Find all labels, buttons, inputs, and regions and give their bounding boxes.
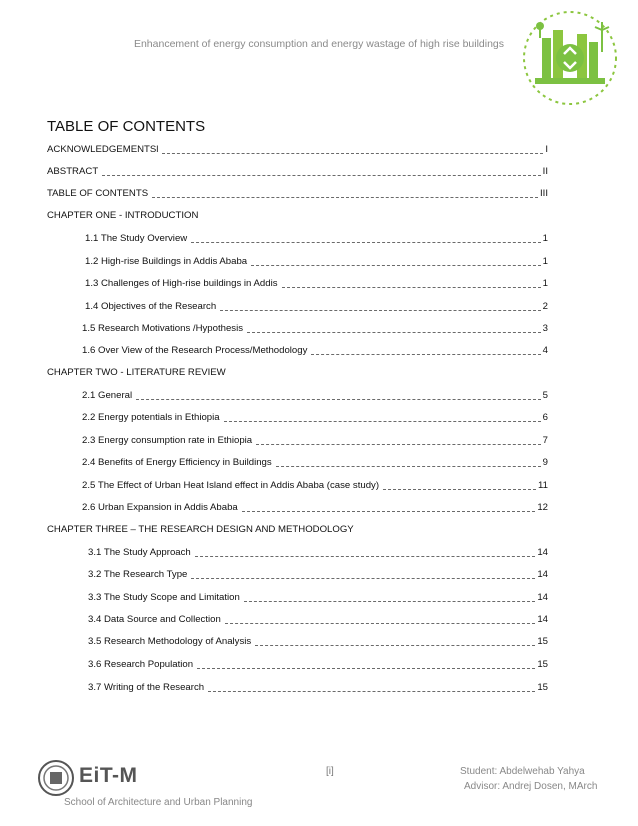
leader-dots bbox=[191, 577, 535, 579]
toc-entry[interactable] bbox=[88, 682, 548, 694]
leader-dots bbox=[197, 667, 535, 669]
toc-entry[interactable] bbox=[85, 278, 548, 290]
toc-entry-page: I bbox=[545, 144, 548, 155]
toc-entry-label: 3.6 Research Population bbox=[88, 659, 194, 670]
toc-entry-label: 1.6 Over View of the Research Process/Methodology bbox=[82, 345, 308, 356]
toc-entry-page: 14 bbox=[537, 547, 548, 558]
toc-entry-label: 3.3 The Study Scope and Limitation bbox=[88, 592, 240, 603]
leader-dots bbox=[383, 488, 536, 490]
toc-entry-page: 7 bbox=[542, 435, 548, 446]
toc-entry-page: 1 bbox=[542, 233, 548, 244]
chapter-heading[interactable]: CHAPTER ONE - INTRODUCTION bbox=[47, 210, 199, 221]
toc-entry-label: 2.5 The Effect of Urban Heat Island effect in Addis Ababa (case study) bbox=[82, 480, 380, 491]
leader-dots bbox=[311, 353, 540, 355]
leader-dots bbox=[152, 196, 538, 198]
school-name: School of Architecture and Urban Planning bbox=[64, 797, 253, 808]
toc-entry[interactable] bbox=[47, 188, 548, 200]
toc-entry-page: 12 bbox=[537, 502, 548, 513]
toc-entry[interactable] bbox=[82, 480, 548, 492]
toc-entry-page: 1 bbox=[542, 256, 548, 267]
toc-entry-page: 14 bbox=[537, 592, 548, 603]
toc-entry-page: 15 bbox=[537, 659, 548, 670]
toc-title: TABLE OF CONTENTS bbox=[47, 118, 206, 135]
toc-entry-label: 3.1 The Study Approach bbox=[88, 547, 191, 558]
toc-entry-page: 11 bbox=[538, 480, 548, 491]
toc-entry[interactable] bbox=[47, 166, 548, 178]
leader-dots bbox=[220, 309, 540, 311]
toc-entry-label: 1.1 The Study Overview bbox=[85, 233, 188, 244]
toc-entry-label: 1.5 Research Motivations /Hypothesis bbox=[82, 323, 244, 334]
leader-dots bbox=[244, 600, 536, 602]
toc-entry-label: ACKNOWLEDGEMENTSl bbox=[47, 144, 159, 155]
leader-dots bbox=[247, 331, 541, 333]
leader-dots bbox=[242, 510, 536, 512]
leader-dots bbox=[251, 264, 541, 266]
toc-entry[interactable] bbox=[88, 659, 548, 671]
toc-entry[interactable] bbox=[82, 457, 548, 469]
toc-entry-page: 15 bbox=[537, 636, 548, 647]
toc-entry[interactable] bbox=[88, 569, 548, 581]
toc-entry-page: 4 bbox=[542, 345, 548, 356]
toc-entry[interactable] bbox=[82, 390, 548, 402]
toc-entry-label: 1.3 Challenges of High-rise buildings in Addis bbox=[85, 278, 278, 289]
toc-entry[interactable] bbox=[85, 233, 548, 245]
toc-entry-page: 5 bbox=[542, 390, 548, 401]
toc-entry-page: 3 bbox=[542, 323, 548, 334]
toc-entry[interactable] bbox=[88, 614, 548, 626]
toc-entry[interactable] bbox=[47, 144, 548, 156]
toc-entry[interactable] bbox=[82, 435, 548, 447]
toc-entry-page: 9 bbox=[542, 457, 548, 468]
toc-entry[interactable] bbox=[85, 301, 548, 313]
chapter-heading[interactable]: CHAPTER THREE – THE RESEARCH DESIGN AND METHODOLOGY bbox=[47, 524, 354, 535]
leader-dots bbox=[102, 174, 540, 176]
leader-dots bbox=[276, 465, 541, 467]
leader-dots bbox=[282, 286, 541, 288]
toc-entry-page: 6 bbox=[542, 412, 548, 423]
toc-entry-label: 2.6 Urban Expansion in Addis Ababa bbox=[82, 502, 238, 513]
toc-entry-label: 2.2 Energy potentials in Ethiopia bbox=[82, 412, 220, 423]
toc-entry-label: ABSTRACT bbox=[47, 166, 99, 177]
page-number: [i] bbox=[326, 766, 334, 777]
toc-entry-page: 2 bbox=[542, 301, 548, 312]
toc-entry-page: 15 bbox=[537, 682, 548, 693]
toc-entry-page: III bbox=[540, 188, 548, 199]
running-header: Enhancement of energy consumption and energy wastage of high rise buildings bbox=[133, 38, 505, 50]
toc-entry[interactable] bbox=[85, 256, 548, 268]
recycle-city-icon bbox=[520, 8, 620, 108]
leader-dots bbox=[256, 443, 541, 445]
eit-m-logo-text: EiT-M bbox=[79, 764, 138, 787]
toc-entry[interactable] bbox=[88, 547, 548, 559]
leader-dots bbox=[225, 622, 536, 624]
student-name: Student: Abdelwehab Yahya bbox=[460, 766, 585, 777]
toc-entry-page: 1 bbox=[542, 278, 548, 289]
toc-entry-page: 14 bbox=[537, 569, 548, 580]
toc-entry-label: 2.1 General bbox=[82, 390, 133, 401]
toc-entry[interactable] bbox=[82, 345, 548, 357]
toc-entry-page: 14 bbox=[537, 614, 548, 625]
toc-entry-label: 2.4 Benefits of Energy Efficiency in Buildings bbox=[82, 457, 272, 468]
toc-entry[interactable] bbox=[88, 592, 548, 604]
leader-dots bbox=[195, 555, 536, 557]
toc-entry-label: 2.3 Energy consumption rate in Ethiopia bbox=[82, 435, 253, 446]
toc-entry-label: 3.2 The Research Type bbox=[88, 569, 188, 580]
advisor-name: Advisor: Andrej Dosen, MArch bbox=[464, 781, 598, 792]
toc-entry-page: II bbox=[542, 166, 548, 177]
leader-dots bbox=[136, 398, 541, 400]
leader-dots bbox=[208, 690, 535, 692]
toc-entry-label: 1.2 High-rise Buildings in Addis Ababa bbox=[85, 256, 248, 267]
chapter-heading[interactable]: CHAPTER TWO - LITERATURE REVIEW bbox=[47, 367, 226, 378]
toc-entry[interactable] bbox=[88, 636, 548, 648]
toc-entry-label: 3.5 Research Methodology of Analysis bbox=[88, 636, 252, 647]
toc-entry[interactable] bbox=[82, 323, 548, 335]
leader-dots bbox=[255, 644, 535, 646]
leader-dots bbox=[224, 420, 541, 422]
toc-entry-label: 3.4 Data Source and Collection bbox=[88, 614, 221, 625]
toc-entry[interactable] bbox=[82, 412, 548, 424]
leader-dots bbox=[191, 241, 540, 243]
toc-entry-label: TABLE OF CONTENTS bbox=[47, 188, 149, 199]
toc-entry-label: 3.7 Writing of the Research bbox=[88, 682, 205, 693]
toc-entry-label: 1.4 Objectives of the Research bbox=[85, 301, 217, 312]
toc-entry[interactable] bbox=[82, 502, 548, 514]
leader-dots bbox=[162, 152, 543, 154]
